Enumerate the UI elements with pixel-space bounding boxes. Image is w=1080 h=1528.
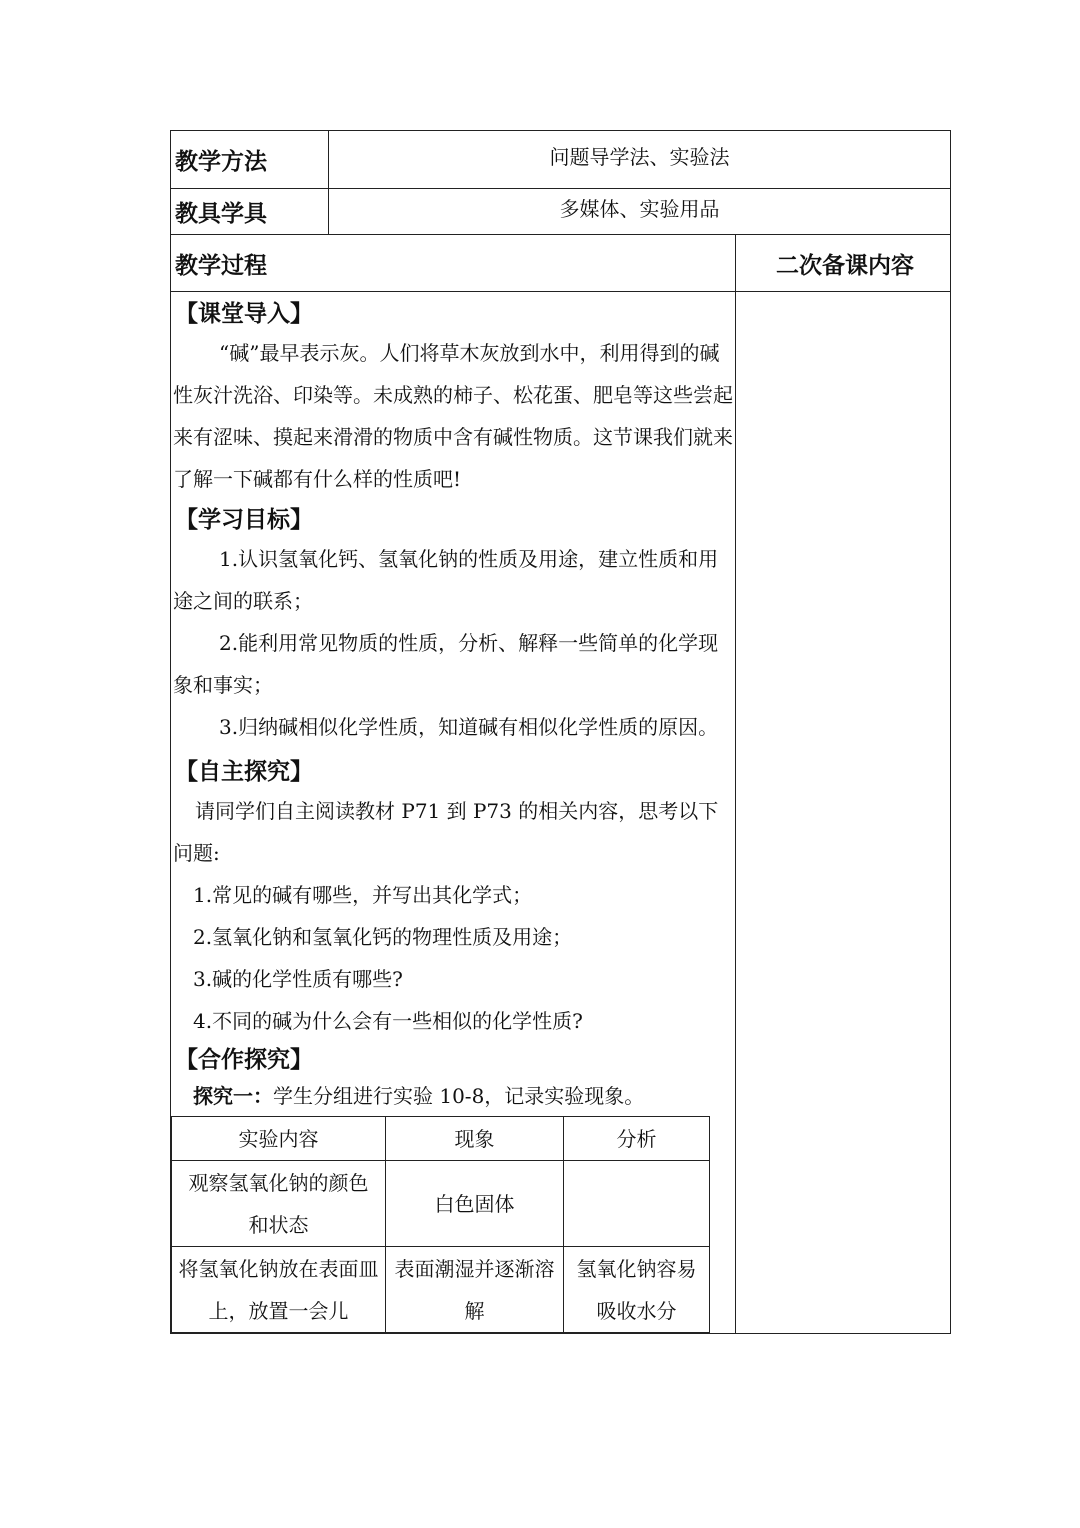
table-cell: 氢氧化钠容易吸收水分 (564, 1247, 710, 1333)
method-label: 教学方法 (171, 131, 329, 189)
self-study-title: 【自主探究】 (175, 759, 313, 785)
table-row (172, 1247, 710, 1333)
lesson-plan-table (170, 130, 951, 1334)
table-cell: 将氢氧化钠放在表面皿上，放置一会儿 (172, 1247, 386, 1333)
question-3: 3.碱的化学性质有哪些? (193, 967, 403, 991)
process-row (171, 292, 951, 1334)
process-header-row (171, 235, 951, 292)
intro-text: “碱”最早表示灰。人们将草木灰放到水中，利用得到的碱性灰汁洗浴、印染等。未成熟的柿子、松花蛋、肥皂等这些尝起来有涩味、摸起来滑滑的物质中含有碱性物质。这节课我们就来了解一下碱都有什么样的性质吧! (173, 341, 733, 491)
col-header-analysis: 分析 (564, 1117, 710, 1161)
goal-item-3: 3.归纳碱相似化学性质，知道碱有相似化学性质的原因。 (219, 715, 719, 739)
table-cell (564, 1161, 710, 1247)
table-cell: 观察氢氧化钠的颜色和状态 (172, 1161, 386, 1247)
coop-title: 【合作探究】 (175, 1047, 313, 1073)
question-4: 4.不同的碱为什么会有一些相似的化学性质? (193, 1009, 583, 1033)
lesson-plan (170, 130, 950, 1334)
coop-intro (171, 1078, 735, 1114)
col-header-content: 实验内容 (172, 1117, 386, 1161)
self-study-intro: 请同学们自主阅读教材 P71 到 P73 的相关内容，思考以下问题: (173, 799, 719, 865)
intro-title: 【课堂导入】 (175, 301, 313, 327)
tools-row (171, 189, 951, 235)
second-prep-cell (736, 292, 951, 1334)
goal-item-1: 1.认识氢氧化钙、氢氧化钠的性质及用途，建立性质和用途之间的联系； (173, 547, 719, 613)
question-2: 2.氢氧化钠和氢氧化钙的物理性质及用途； (193, 925, 573, 949)
tools-value: 多媒体、实验用品 (329, 189, 951, 235)
tools-label: 教具学具 (171, 189, 329, 235)
col-header-phenomenon: 现象 (386, 1117, 564, 1161)
experiment-header-row (172, 1117, 710, 1161)
table-cell: 白色固体 (386, 1161, 564, 1247)
method-row (171, 131, 951, 189)
goal-item-2: 2.能利用常见物质的性质，分析、解释一些简单的化学现象和事实； (173, 631, 719, 697)
process-content (171, 292, 736, 1334)
question-1: 1.常见的碱有哪些，并写出其化学式； (193, 883, 533, 907)
table-cell: 表面潮湿并逐渐溶解 (386, 1247, 564, 1333)
process-header: 教学过程 (171, 235, 736, 292)
table-row (172, 1161, 710, 1247)
coop-text: 学生分组进行实验 10-8，记录实验现象。 (273, 1084, 645, 1108)
goals-title: 【学习目标】 (175, 507, 313, 533)
experiment-table (171, 1116, 710, 1333)
second-prep-header: 二次备课内容 (736, 235, 951, 292)
coop-lead: 探究一： (193, 1084, 273, 1108)
method-value: 问题导学法、实验法 (329, 131, 951, 189)
